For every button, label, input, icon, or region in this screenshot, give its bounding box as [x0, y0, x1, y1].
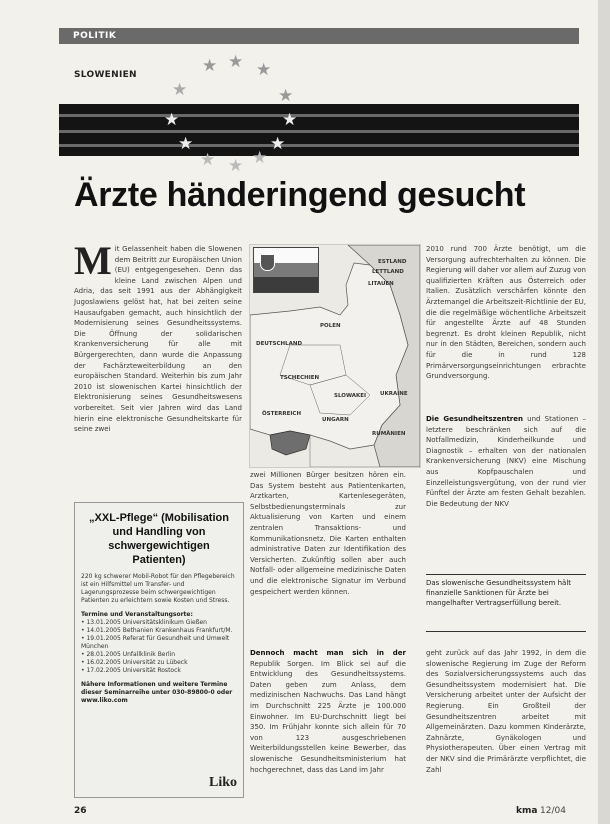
map-label-polen: POLEN — [320, 323, 341, 329]
ad-dates-heading: Termine und Veranstaltungsorte: — [81, 611, 193, 618]
map-label-tschechien: TSCHECHIEN — [280, 375, 320, 381]
article-column-3: 2010 rund 700 Ärzte benötigt, um die Versorgung aufrechterhalten zu können. Die Regierung will daher vor allem auf Zuzug von qualifizierten Kräften aus Österreich oder Italien. Zusätzlich verschärfen könnte den Ärztemangel die Arbeitszeit-Richtlinie der EU, die die regelmäßige wöchentliche Arbeitszeit für angestellte Ärzte auf 48 Stunden begrenzt. Es droht kleinen Republik, nicht nur in den Städten, Bereichen, sondern auch für die in rund 128 Primärversorgungseinrichtungen erbrachte Grundversorgung. — [426, 245, 586, 381]
magazine-name: kma — [516, 806, 538, 816]
eu-stars-ring — [150, 52, 300, 192]
banner-stripe — [59, 144, 579, 147]
slovenia-flag — [253, 247, 319, 293]
list-item: • 16.02.2005 Universität zu Lübeck — [81, 659, 237, 667]
ad-dates-list — [75, 619, 243, 675]
map-label-lettland: LETTLAND — [372, 269, 404, 275]
star-icon: ★ — [228, 156, 244, 176]
ad-footer: Nähere Informationen und weitere Termine dieser Seminarreihe unter 030-89800-0 oder www.liko.com — [81, 681, 233, 704]
article-column-3-section — [426, 414, 586, 509]
banner-stripe — [59, 130, 579, 133]
map-label-estland: ESTLAND — [378, 259, 407, 265]
header-banner — [59, 104, 579, 156]
drop-cap: M — [74, 238, 112, 283]
star-icon: ★ — [270, 134, 286, 154]
section-lead: Dennoch macht man sich in der — [250, 649, 406, 657]
advertisement-box — [74, 502, 244, 798]
article-column-1 — [74, 238, 242, 435]
star-icon: ★ — [178, 134, 194, 154]
map-label-slowakei: SLOWAKEI — [334, 393, 367, 399]
star-icon: ★ — [200, 150, 216, 170]
list-item: • 14.01.2005 Bethanien Krankenhaus Frankfurt/M. — [81, 627, 237, 635]
pull-quote: Das slowenische Gesundheitssystem hält finanzielle Sanktionen für Ärzte bei mangelhafter Vertragserfüllung bereit. — [426, 574, 586, 632]
article-text: und Stationen – letztere beschränken sich auf die Notfallmedizin, Kinderheilkunde und Diagnostik – erhalten von der nationalen Krankenversicherung (NKV) eine Mischung aus Kopfpauschalen und Einzelleistungsvergütung, von der rund vier Fünftel der Ärzte am festen Gehalt bezahlen. Die Bedeutung der NKV — [426, 415, 586, 508]
star-icon: ★ — [252, 148, 268, 168]
article-headline: Ärzte händeringend gesucht — [74, 176, 526, 214]
liko-logo: Liko — [208, 775, 237, 790]
article-column-2: zwei Millionen Bürger besitzen hören ein. Das System besteht aus Patientenkarten, Arztkarten, Kartenlesegeräten, Selbstbedienungsterminals zur Aktualisierung von Karten und einem zentralen Transaktions- und Kommunikationsnetz. Die Karten enthalten administrative Daten zur Identifikation des Versicherten. Zukünftig sollen aber auch Notfall- oder allgemeine medizinische Daten und die elektronische Signatur im Verbund gespeichert werden können. — [250, 471, 406, 596]
map-label-oesterreich: ÖSTERREICH — [262, 411, 302, 417]
star-icon: ★ — [172, 80, 188, 100]
section-lead: Die Gesundheitszentren — [426, 415, 523, 423]
page-number: 26 — [74, 806, 87, 816]
list-item: • 17.02.2005 Universität Rostock — [81, 667, 237, 675]
country-label: SLOWENIEN — [74, 70, 137, 80]
page-edge-shadow — [598, 0, 610, 824]
article-text: Republik Sorgen. Im Blick sei auf die Entwicklung des Gesundheitssystems. Daten geben zum Anlass, dem medizinischen Nachwuchs. Das Land hängt im Durchschnitt 225 Ärzte je 100.000 Einwohner. Im EU-Durchschnitt liegt bei 350. Im Frühjahr konnte sich allein für 70 von 123 ausgeschriebenen Weiterbildungsstellen keine Bewerber, das slowenische Gesundheitsministerium hat hochgerechnet, dass das Land im Jahr — [250, 659, 406, 774]
list-item: • 19.01.2005 Referat für Gesundheit und Umwelt München — [81, 635, 237, 651]
flag-stripe-red — [254, 277, 318, 292]
coat-of-arms-icon — [260, 254, 275, 271]
banner-stripe — [59, 114, 579, 117]
article-column-2-section — [250, 648, 406, 775]
map-label-ungarn: UNGARN — [322, 417, 349, 423]
star-icon: ★ — [164, 110, 180, 130]
star-icon: ★ — [228, 52, 244, 72]
map-label-rumaenien: RUMÄNIEN — [372, 431, 406, 437]
ad-title: „XXL-Pflege“ (Mobilisation und Handling von schwergewichtigen Patienten) — [89, 512, 229, 566]
section-rubric: POLITIK — [59, 28, 579, 44]
star-icon: ★ — [202, 56, 218, 76]
ad-intro: 220 kg schwerer Mobil-Robot für den Pflegebereich ist ein Hilfsmittel um Transfer- und Lagerungsprozesse beim schwergewichtigen Patienten zu erleichtern sowie Kosten und Stress. — [81, 573, 235, 604]
issue-number: 12/04 — [540, 806, 566, 816]
list-item: • 13.01.2005 Universitätsklinikum Gießen — [81, 619, 237, 627]
map-label-litauen: LITAUEN — [368, 281, 394, 287]
article-text: it Gelassenheit haben die Slowenen dem Beitritt zur Europäischen Union (EU) entgegengesehen. Denn das kleine Land zwischen Alpen und Adria, das seit 1991 aus der Abhängigkeit Jugoslawiens gelöst hat, hat bei zeiten seine Hausaufgaben gemacht, auch hinsichtlich der Modernisierung seines Gesundheitssystems. Die Öffnung der solidarischen Krankenversicherung für alle mit Bürgergerechten, dann wurde die Anpassung der Fachärzteweiterbildung an den europäischen Standard. Weiterhin bis zum Jahr 2010 ist slowenischen Kartei hinsichtlich der Elektronisierung seines Gesundheitswesens vorbereitet. Seit vier Jahren wird das Land hierin eine elektronische Gesundheitskarte für seine zwei — [74, 245, 242, 434]
list-item: • 28.01.2005 Unfallklinik Berlin — [81, 651, 237, 659]
map-label-deutschland: DEUTSCHLAND — [256, 341, 303, 347]
map-label-ukraine: UKRAINE — [380, 391, 408, 397]
star-icon: ★ — [278, 86, 294, 106]
star-icon: ★ — [282, 110, 298, 130]
star-icon: ★ — [256, 60, 272, 80]
article-column-3-continued: geht zurück auf das Jahr 1992, in dem die slowenische Regierung im Zuge der Reform des Sozialversicherungssystems auch das Gesundheitssystem modernisiert hat. Die Versicherung arbeitet unter der Aufsicht der Regierung. Ein Großteil der Gesundheitszentren arbeitet mit Allgemeinärzten. Dazu kommen Kinderärzte, Zahnärzte, Gynäkologen und Physiotherapeuten. Über einen Vertrag mit der NKV sind die Primärärzte verpflichtet, die Zahl — [426, 649, 586, 774]
